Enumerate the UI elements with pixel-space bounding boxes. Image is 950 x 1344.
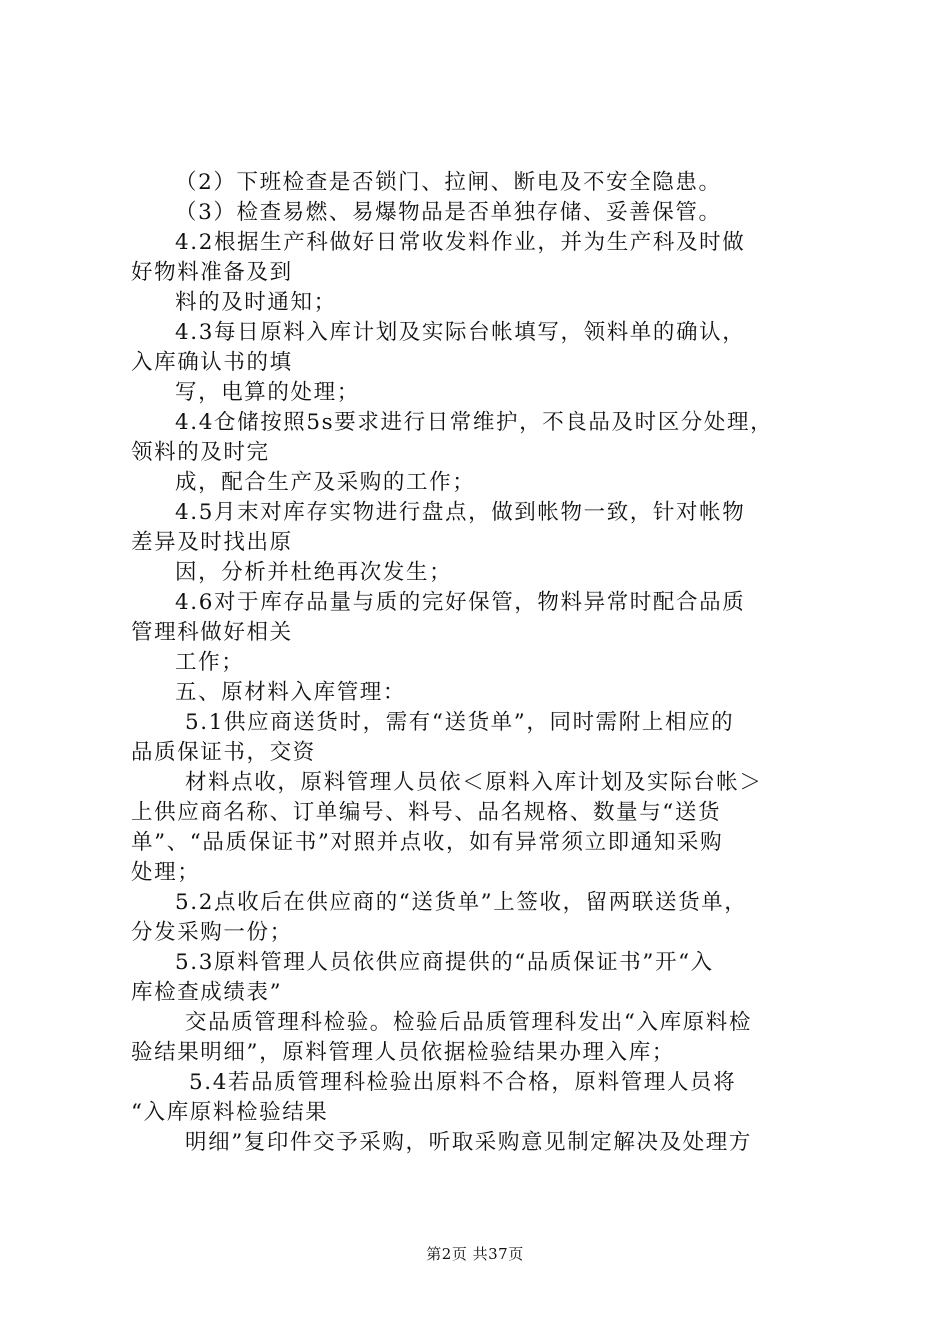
text-line: 成，配合生产及采购的工作； [175,470,476,495]
text-line: 因，分析并杜绝再次发生； [175,560,453,585]
text-line: 4.3每日原料入库计划及实际台帐填写，领料单的确认， [175,320,746,345]
text-line: 4.4仓储按照5s要求进行日常维护，不良品及时区分处理， [175,410,774,435]
text-line: 分发采购一份； [131,920,293,945]
text-line: 单”、“品质保证书”对照并点收，如有异常须立即通知采购 [131,830,724,855]
text-line: 库检查成绩表” [131,980,283,1005]
text-line: 料的及时通知； [175,290,337,315]
text-line: 5.4若品质管理科检验出原料不合格，原料管理人员将 [189,1070,737,1095]
text-line: 4.5月末对库存实物进行盘点，做到帐物一致，针对帐物 [175,500,746,525]
text-line: 5.3原料管理人员依供应商提供的“品质保证书”开“入 [175,950,714,975]
text-line: 4.6对于库存品量与质的完好保管，物料异常时配合品质 [175,590,746,615]
text-line: 写，电算的处理； [175,380,360,405]
text-line: 好物料准备及到 [131,260,293,285]
text-line: 品质保证书，交资 [131,740,316,765]
text-line: 5.2点收后在供应商的“送货单”上签收，留两联送货单， [175,890,748,915]
text-line: 领料的及时完 [131,440,270,465]
text-line: 差异及时找出原 [131,530,293,555]
text-line: 交品质管理科检验。检验后品质管理科发出“入库原料检 [185,1010,752,1035]
text-line: （2）下班检查是否锁门、拉闸、断电及不安全隐患。 [175,170,722,195]
page-number-footer: 第2页 共37页 [426,1245,524,1263]
text-line: “入库原料检验结果 [131,1100,329,1125]
text-line: 上供应商名称、订单编号、料号、品名规格、数量与“送货 [131,800,722,825]
text-line: 材料点收，原料管理人员依＜原料入库计划及实际台帐＞ [185,770,763,795]
section-heading: 五、原材料入库管理： [175,680,407,705]
text-line: （3）检查易燃、易爆物品是否单独存储、妥善保管。 [175,200,722,225]
text-line: 入库确认书的填 [131,350,293,375]
text-line: 管理科做好相关 [131,620,293,645]
text-line: 处理； [131,860,201,885]
text-line: 4.2根据生产科做好日常收发料作业，并为生产科及时做 [175,230,746,255]
text-line: 工作； [175,650,245,675]
text-line: 明细”复印件交予采购，听取采购意见制定解决及处理方 [185,1130,752,1155]
document-body [131,168,836,1158]
text-line: 验结果明细”，原料管理人员依据检验结果办理入库； [131,1040,675,1065]
text-line: 5.1供应商送货时，需有“送货单”，同时需附上相应的 [185,710,735,735]
